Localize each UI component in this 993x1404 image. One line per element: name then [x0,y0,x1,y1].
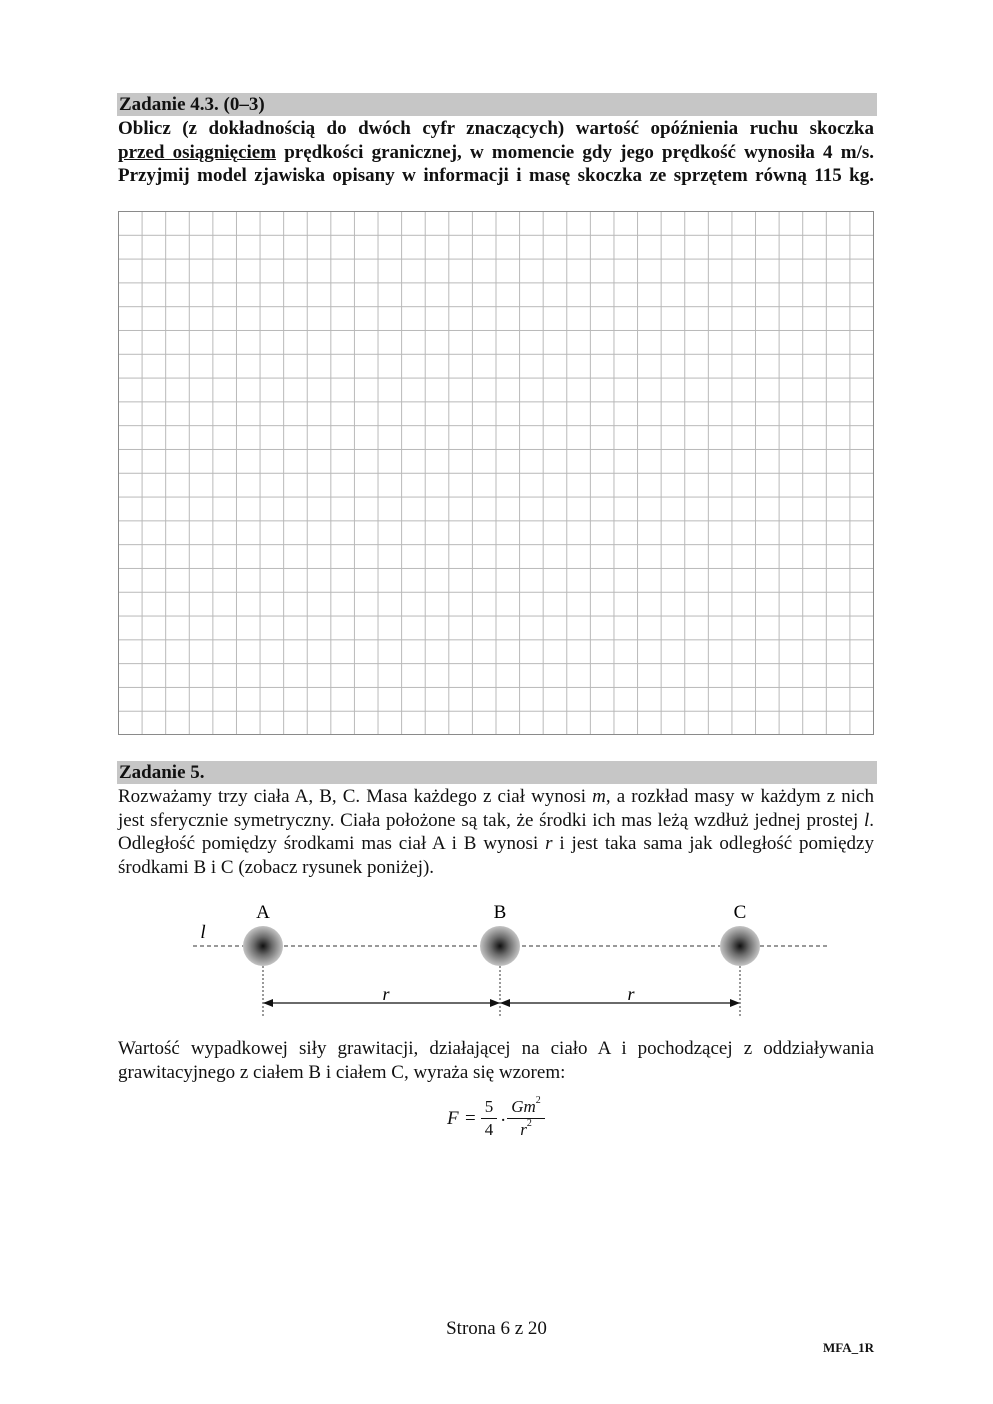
task-4-3-line-3: Przyjmij model zjawiska opisany w informacji i masę skoczka ze sprzętem równą 115 kg. [118,165,874,186]
task-4-3-line-2 [118,141,874,165]
task-4-3-line-2-rest: prędkości granicznej, w momencie gdy jego prędkość wynosiła 4 m/s. [276,141,874,163]
body-b-sphere [480,926,520,966]
body-a-sphere [243,926,283,966]
mass-symbol: m [592,786,606,807]
distance-symbol: r [545,833,553,854]
task-5-text-c: . Odległość pomiędzy środkami mas ciał A i B wynosi [118,809,874,854]
fraction-five-quarters [481,1096,497,1141]
task-4-3-header: Zadanie 4.3. (0–3) [117,93,877,116]
body-c-sphere [720,926,760,966]
formula-multiply-dot: · [500,1110,507,1131]
line-label: l [200,922,206,943]
underlined-phrase: przed osiągnięciem [118,141,277,163]
body-c-label: C [733,902,747,923]
task-5-text-a: Rozważamy trzy ciała A, B, C. Masa każdego z ciał wynosi [118,786,593,807]
answer-grid[interactable] [118,211,874,735]
exam-code: MFA_1R [822,1340,874,1355]
fraction-2-numerator: Gm$^2$ [511,1095,541,1116]
task-5-description [118,785,874,879]
distance-label-bc: r [627,984,635,1004]
task-4-3-line-1: Oblicz (z dokładnością do dwóch cyfr znaczących) wartość opóźnienia ruchu skoczka [118,118,874,139]
task-5-formula-intro: Wartość wypadkowej siły grawitacji, działającej na ciało A i pochodzącej z oddziaływania grawitacyjnego z ciałem B i ciałem C, wyraża się wzorem: [118,1038,874,1083]
page-number: Strona 6 z 20 [446,1318,547,1339]
task-5-text-b: , a rozkład masy w każdym z nich jest sferycznie symetryczny. Ciała położone są tak, że środki ich mas leżą wzdłuż jednej prostej [118,786,874,831]
formula-lhs: F [447,1108,459,1129]
distance-label-ab: r [382,984,390,1004]
task-5-text-d: i jest taka sama jak odległość pomiędzy środkami B i C (zobacz rysunek poniżej). [118,833,874,878]
body-a-label: A [256,902,270,923]
fraction-1-numerator: 5 [484,1097,494,1116]
formula-equals: = [465,1108,476,1129]
task-4-3-instructions [118,117,874,188]
line-symbol: l [863,809,870,831]
fraction-gm2-r2 [507,1096,545,1141]
fraction-1-denominator: 4 [484,1120,494,1139]
fraction-2-denominator: $r^2$ [520,1118,532,1139]
gravity-formula [445,1096,565,1152]
task-5-header: Zadanie 5. [117,761,877,784]
body-b-label: B [493,902,507,923]
